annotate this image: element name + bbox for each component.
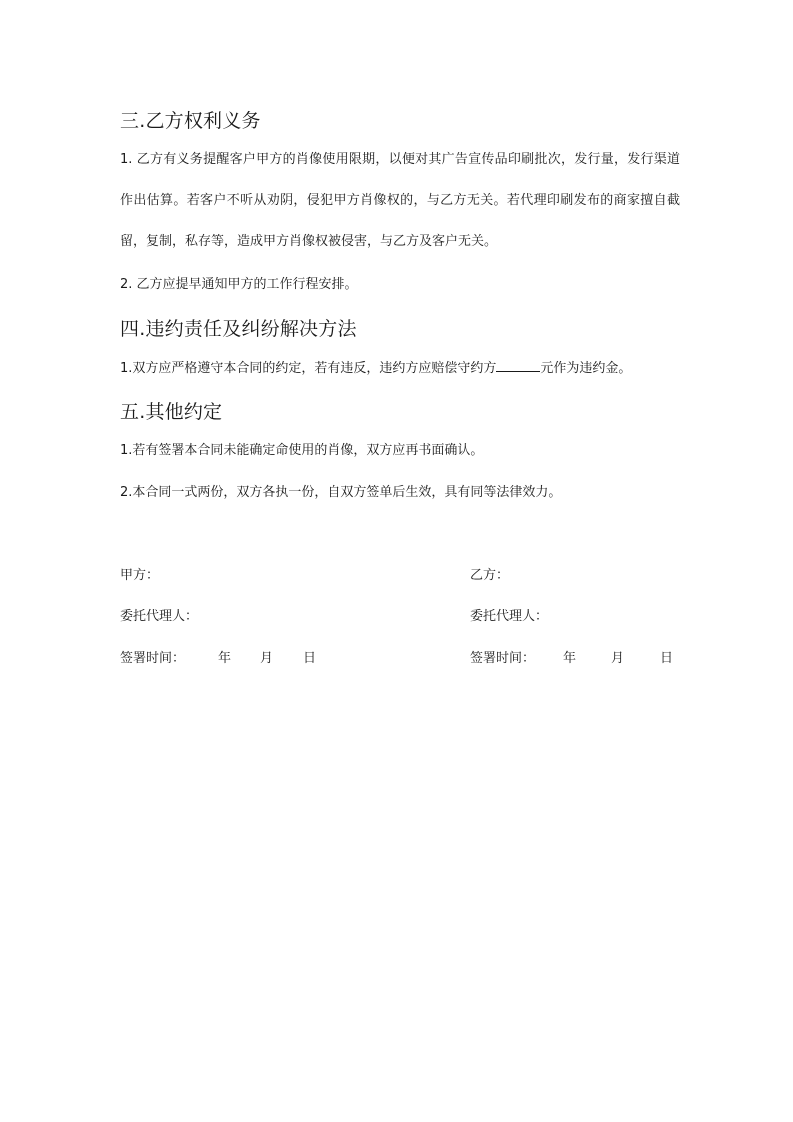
sign-date-b-day: 日	[660, 651, 674, 666]
sign-date-b-year: 年	[563, 651, 577, 666]
sign-date-a-month: 月	[260, 651, 274, 666]
section-5-title: 五.其他约定	[120, 401, 223, 423]
section-3-item-2: 2. 乙方应提早通知甲方的工作行程安排。	[120, 277, 358, 292]
section-3-item-1: 1. 乙方有义务提醒客户甲方的肖像使用限期，以便对其广告宣传品印刷批次，发行量，发行渠道作出估算。若客户不听从劝阴，侵犯甲方肖像权的，与乙方无关。若代理印刷发布的商家擅自截留，复制，私存等，造成甲方肖像权被侵害，与乙方及客户无关。	[120, 152, 680, 249]
sign-date-a-label: 签署时间：	[120, 651, 186, 666]
section-4-title: 四.违约责任及纠纷解决方法	[120, 318, 357, 340]
penalty-amount-blank	[496, 359, 540, 372]
section-4-item-1-suffix: 元作为违约金。	[540, 361, 632, 376]
agent-a-label: 委托代理人：	[120, 609, 199, 624]
party-b-label: 乙方：	[470, 568, 510, 583]
sign-date-a-day: 日	[303, 651, 317, 666]
section-3-title: 三.乙方权利义务	[120, 110, 261, 132]
party-a-label: 甲方：	[120, 568, 160, 583]
section-5-item-1: 1.若有签署本合同未能确定命使用的肖像，双方应再书面确认。	[120, 443, 484, 458]
section-4-item-1	[120, 359, 631, 378]
agent-b-label: 委托代理人：	[470, 609, 549, 624]
section-4-item-1-prefix: 1.双方应严格遵守本合同的约定，若有违反，违约方应赔偿守约方	[120, 361, 497, 376]
sign-date-b-month: 月	[611, 651, 625, 666]
sign-date-b-label: 签署时间：	[470, 651, 536, 666]
section-5-item-2: 2.本合同一式两份，双方各执一份，自双方签单后生效，具有同等法律效力。	[120, 485, 562, 500]
sign-date-a-year: 年	[218, 651, 232, 666]
